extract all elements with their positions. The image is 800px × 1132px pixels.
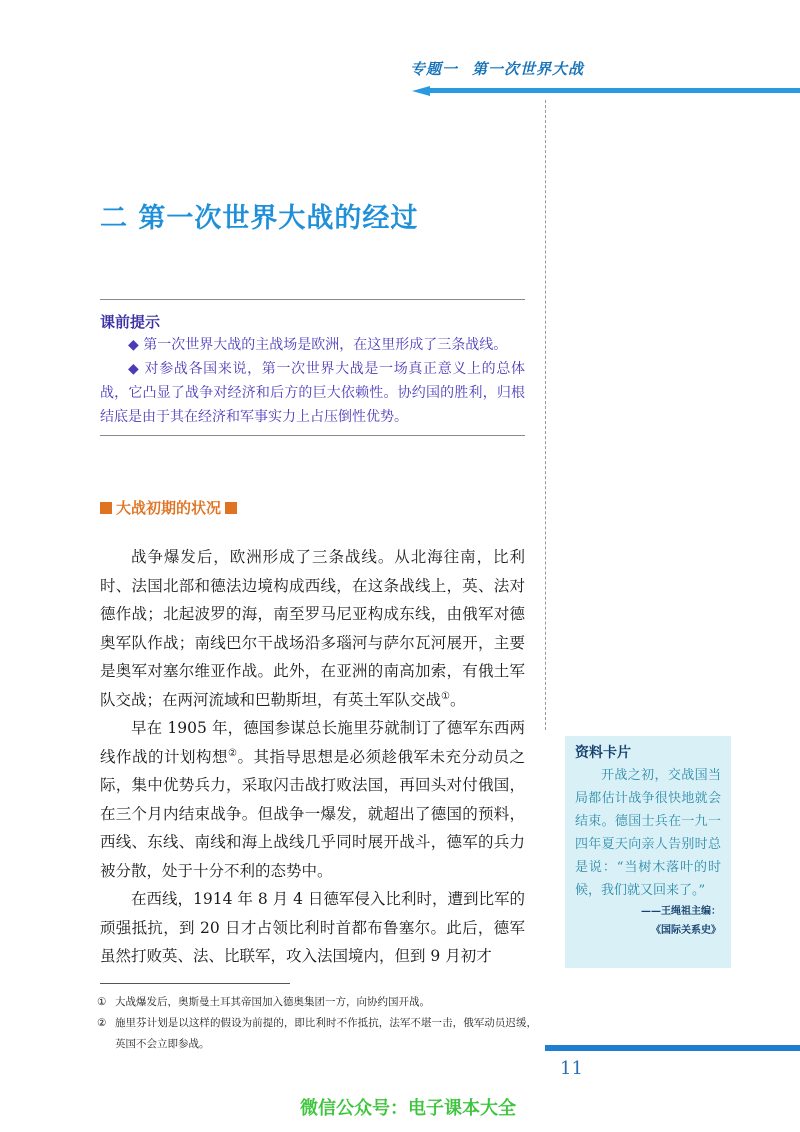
card-source-editor: ——王绳祖主编： (641, 906, 721, 917)
footnote-text: 大战爆发后，奥斯曼土耳其帝国加入德奥集团一方，向协约国开战。 (115, 996, 430, 1008)
header-topic: 第一次世界大战 (472, 60, 585, 78)
paragraph: 战争爆发后，欧洲形成了三条战线。从北海往南，比利时、法国北部和德法边境构成西线，在这条战线上，英、法对德作战；北起波罗的海，南至罗马尼亚构成东线，由俄军对德奥军队作战；南线巴尔干战场沿多瑙河与萨尔瓦河展开，主要是奥军对塞尔维亚作战。此外，在亚洲的南高加索，有俄土军队交战；在两河流域和巴勒斯坦，有英土军队交战①。 (100, 548, 525, 709)
card-source-book: 《国际关系史》 (651, 925, 721, 936)
card-title: 资料卡片 (575, 745, 631, 761)
watermark: 微信公众号：电子课本大全 (300, 1098, 516, 1119)
footnotes (97, 992, 537, 1055)
paragraph: 早在 1905 年，德国参谋总长施里芬就制订了德军东西两线作战的计划构想②。其指导思想是必须趁俄军未充分动员之际，集中优势兵力，采取闪击战打败法国，再回头对付俄国，在三个月内结束战争。但战争一爆发，就超出了德国的预料，西线、东线、南线和海上战线几乎同时展开战斗，德军的兵力被分散，处于十分不利的态势中。 (100, 719, 525, 880)
footnote-mark: ① (97, 996, 107, 1008)
footnote-mark: ② (97, 1017, 107, 1029)
square-bullet-icon (225, 502, 237, 514)
footnote-text: 施里芬计划是以这样的假设为前提的，即比利时不作抵抗，法军不堪一击，俄军动员迟缓，英国不会立即参战。 (115, 1017, 537, 1050)
footnote-ref[interactable]: ② (228, 747, 238, 759)
hint-heading: 课前提示 (100, 313, 161, 331)
subsection-heading (100, 497, 237, 518)
margin-divider (545, 100, 546, 730)
hint-top-rule (100, 299, 525, 300)
hint-item: ◆ 第一次世界大战的主战场是欧洲，在这里形成了三条战线。 (128, 337, 508, 353)
hint-bottom-rule (100, 435, 525, 436)
running-header (410, 58, 620, 82)
card-text: 开战之初，交战国当局都估计战争很快地就会结束。德国士兵在一九一四年夏天向亲人告别时总是说：“当树木落叶的时候，我们就又回来了。” (575, 768, 721, 898)
header-bar (430, 88, 800, 93)
subsection-title: 大战初期的状况 (116, 499, 222, 517)
footnote-rule (100, 983, 290, 984)
paragraph: 在西线，1914 年 8 月 4 日德军侵入比利时，遭到比军的顽强抵抗，到 20 日才占领比利时首都布鲁塞尔。此后，德军虽然打败英、法、比联军，攻入法国境内，但到 9 月初才 (100, 890, 525, 965)
footnote (97, 1013, 537, 1055)
body-text (100, 543, 525, 971)
hint-item: ◆ 对参战各国来说，第一次世界大战是一场真正意义上的总体战，它凸显了战争对经济和后方的巨大依赖性。协约国的胜利，归根结底是由于其在经济和军事实力上占压倒性优势。 (100, 361, 525, 425)
section-title: 二 第一次世界大战的经过 (100, 203, 419, 234)
page-number: 11 (560, 1058, 583, 1079)
info-card (565, 736, 731, 968)
header-unit: 专题一 (410, 60, 459, 78)
hint-box (100, 333, 525, 429)
square-bullet-icon (100, 502, 112, 514)
footnote-ref[interactable]: ① (441, 690, 450, 702)
footer-bar (545, 1045, 800, 1051)
footnote (97, 992, 537, 1013)
